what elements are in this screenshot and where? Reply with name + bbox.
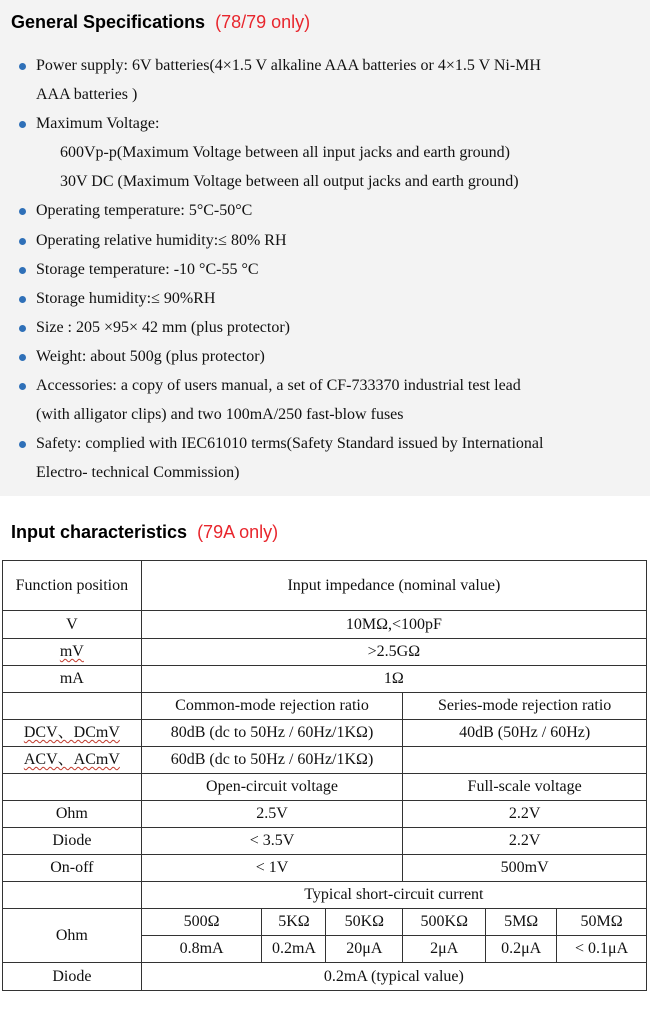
bullet-icon [19,441,26,448]
fsv-header: Full-scale voltage [403,774,647,801]
spec-text: Storage humidity:≤ 90%RH [36,289,216,307]
table-cell: 2.2V [403,801,647,828]
table-row [3,828,647,855]
table-cell: 40dB (50Hz / 60Hz) [403,720,647,747]
spec-item [0,284,650,313]
empty-cell [3,774,142,801]
spec-item [0,196,650,225]
range-cell: 500Ω [141,909,262,936]
row-label-text: mV [59,643,84,660]
table-cell: 80dB (dc to 50Hz / 60Hz/1KΩ) [141,720,403,747]
spec-item-continuation [0,138,650,167]
table-cell: 60dB (dc to 50Hz / 60Hz/1KΩ) [141,747,403,774]
empty-cell [403,747,647,774]
row-label: V [3,611,142,639]
row-label-text: DCV、DCmV [23,724,120,741]
heading-text: General Specifications [11,12,206,32]
spec-text: Accessories: a copy of users manual, a set of CF-733370 industrial test lead [36,377,521,395]
spec-list [0,51,650,487]
spec-item-continuation [0,80,650,109]
table-row [3,720,647,747]
short-circuit-header: Typical short-circuit current [141,882,646,909]
current-cell: 0.8mA [141,936,262,963]
table-cell: >2.5GΩ [141,639,646,666]
bullet-icon [19,238,26,245]
empty-cell [3,693,142,720]
spec-text: AAA batteries ) [36,86,138,104]
spec-item [0,109,650,138]
heading-text: Input characteristics [11,522,188,542]
spec-text: Storage temperature: -10 °C-55 °C [36,260,259,278]
heading-note: (78/79 only) [215,12,311,32]
bullet-icon [19,354,26,361]
input-characteristics-heading [11,522,278,543]
table-row [3,963,647,991]
input-impedance-header: Input impedance (nominal value) [141,561,646,611]
spec-item-continuation [0,167,650,196]
row-label [3,720,142,747]
table-cell: 10MΩ,<100pF [141,611,646,639]
spec-text: (with alligator clips) and two 100mA/250 fast-blow fuses [36,406,404,424]
table-cell: < 1V [141,855,403,882]
row-label: Ohm [3,801,142,828]
table-cell: < 3.5V [141,828,403,855]
range-cell: 500KΩ [403,909,486,936]
general-specifications-heading [11,12,310,33]
spec-item-continuation [0,458,650,487]
table-cell: 2.5V [141,801,403,828]
spec-item [0,429,650,458]
range-cell: 50MΩ [557,909,647,936]
row-label: Diode [3,828,142,855]
nmrr-header: Series-mode rejection ratio [403,693,647,720]
spec-text: Size : 205 ×95× 42 mm (plus protector) [36,318,291,336]
spec-item [0,226,650,255]
empty-cell [3,882,142,909]
heading-note: (79A only) [197,522,279,542]
input-characteristics-table [2,560,647,991]
spec-item [0,51,650,80]
spec-text: Electro- technical Commission) [36,464,240,482]
table-row [3,801,647,828]
row-label [3,639,142,666]
table-row [3,693,647,720]
function-position-header: Function position [3,561,142,611]
table-row [3,774,647,801]
table-cell: 2.2V [403,828,647,855]
table-cell: 1Ω [141,666,646,693]
current-cell: 2μA [403,936,486,963]
ocv-header: Open-circuit voltage [141,774,403,801]
spec-text: Maximum Voltage: [36,115,160,133]
current-cell: 0.2μA [486,936,557,963]
spec-text: Operating relative humidity:≤ 80% RH [36,231,287,249]
table-row [3,561,647,611]
table-row [3,855,647,882]
table-row [3,666,647,693]
spec-item [0,371,650,400]
spec-item-continuation [0,400,650,429]
current-cell: 0.2mA [262,936,326,963]
bullet-icon [19,383,26,390]
bullet-icon [19,121,26,128]
row-label: Ohm [3,909,142,963]
row-label-text: ACV、ACmV [23,751,120,768]
row-label: mA [3,666,142,693]
bullet-icon [19,267,26,274]
spec-item [0,255,650,284]
cmrr-header: Common-mode rejection ratio [141,693,403,720]
bullet-icon [19,325,26,332]
bullet-icon [19,296,26,303]
row-label: On-off [3,855,142,882]
general-specifications-section [0,0,650,496]
spec-text: Operating temperature: 5°C-50°C [36,202,253,220]
row-label [3,747,142,774]
table-row [3,611,647,639]
spec-item [0,342,650,371]
range-cell: 50KΩ [326,909,403,936]
row-label: Diode [3,963,142,991]
table-row [3,882,647,909]
table-cell: 0.2mA (typical value) [141,963,646,991]
bullet-icon [19,208,26,215]
range-cell: 5MΩ [486,909,557,936]
range-cell: 5KΩ [262,909,326,936]
table-row [3,639,647,666]
spec-item [0,313,650,342]
spec-text: 600Vp-p(Maximum Voltage between all input jacks and earth ground) [60,144,510,162]
current-cell: < 0.1μA [557,936,647,963]
table-row [3,909,647,936]
table-row [3,747,647,774]
spec-text: Power supply: 6V batteries(4×1.5 V alkaline AAA batteries or 4×1.5 V Ni-MH [36,57,541,74]
spec-text: Weight: about 500g (plus protector) [36,347,265,365]
current-cell: 20μA [326,936,403,963]
spec-text: 30V DC (Maximum Voltage between all output jacks and earth ground) [60,173,519,191]
spec-text: Safety: complied with IEC61010 terms(Safety Standard issued by International [36,435,544,453]
table-cell: 500mV [403,855,647,882]
bullet-icon [19,63,26,70]
